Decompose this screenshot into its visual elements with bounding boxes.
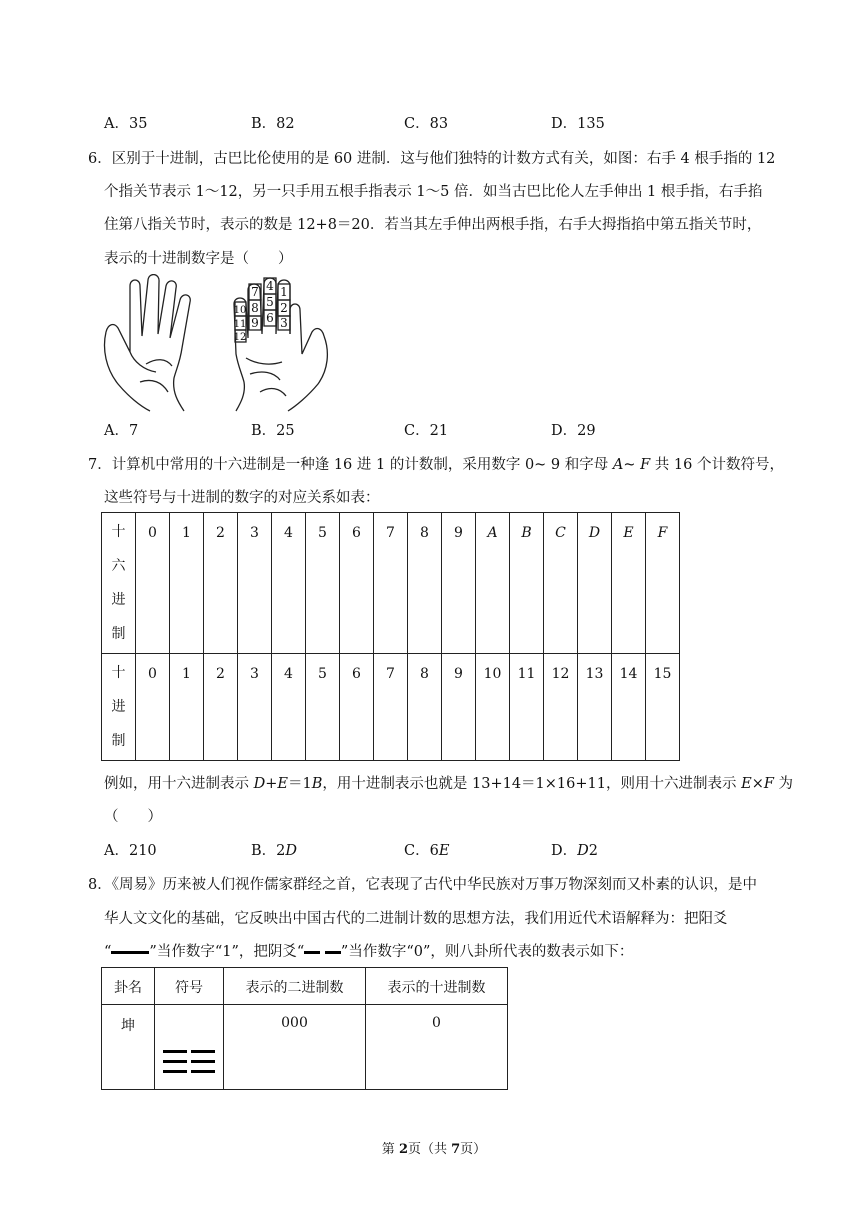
bagua-table xyxy=(101,967,508,1090)
joint-number: 12 xyxy=(233,332,247,343)
q5-option-b: B．82 xyxy=(251,116,295,132)
hex-cell: 8 xyxy=(408,513,442,654)
dec-cell: 8 xyxy=(408,654,442,761)
q6-line-1: 6．区别于十进制，古巴比伦使用的是 60 进制．这与他们独特的计数方式有关，如图：右手 4 根手指的 12 xyxy=(88,151,776,167)
dec-cell: 9 xyxy=(442,654,476,761)
q7-line-1: 7．计算机中常用的十六进制是一种逢 16 进 1 的计数制，采用数字 0~ 9 和字母 A~ F 共 16 个计数符号， xyxy=(88,457,784,473)
joint-number: 3 xyxy=(280,316,288,330)
gua-name: 坤 xyxy=(102,1005,155,1090)
q8-line-1: 8．《周易》历来被人们视作儒家群经之首，它表现了古代中华民族对万事万物深刻而又朴素的认识，是中 xyxy=(88,877,757,893)
header-decimal: 表示的十进制数 xyxy=(366,968,508,1005)
right-hand-thumb xyxy=(290,304,324,354)
dec-row-header: 十 进 制 xyxy=(102,654,136,761)
q7-option-a: A．210 xyxy=(104,843,157,859)
hex-cell: 7 xyxy=(374,513,408,654)
left-hand-outline-fingers xyxy=(106,275,190,411)
right-hand-palm-lines xyxy=(246,358,286,396)
q6-option-a: A．7 xyxy=(104,423,139,439)
joint-number: 1 xyxy=(280,285,288,299)
joint-number: 10 xyxy=(233,305,247,316)
joint-number: 6 xyxy=(266,311,274,325)
dec-cell: 5 xyxy=(306,654,340,761)
hex-cell: 5 xyxy=(306,513,340,654)
joint-number: 7 xyxy=(251,285,259,299)
hex-cell: B xyxy=(510,513,544,654)
dec-cell: 7 xyxy=(374,654,408,761)
hex-table xyxy=(101,512,680,761)
q7-example-line: 例如，用十六进制表示 D+E＝1B，用十进制表示也就是 13+14＝1×16+11，则用十六进制表示 E×F 为 xyxy=(104,776,794,792)
joint-number: 11 xyxy=(233,319,247,330)
joint-number: 9 xyxy=(251,316,259,330)
q8-line-2: 华人文文化的基础，它反映出中国古代的二进制计数的思想方法，我们用近代术语解释为：把阳爻 xyxy=(104,911,728,927)
q6-option-d: D．29 xyxy=(551,423,596,439)
hex-cell: 6 xyxy=(340,513,374,654)
joint-number: 8 xyxy=(251,301,259,315)
dec-cell: 12 xyxy=(544,654,578,761)
yin-line-icon xyxy=(325,951,341,954)
header-binary: 表示的二进制数 xyxy=(224,968,366,1005)
q7-option-d: D．D2 xyxy=(551,843,599,859)
q5-option-a: A．35 xyxy=(104,116,148,132)
q6-option-c: C．21 xyxy=(404,423,449,439)
q6-line-4: 表示的十进制数字是（ ） xyxy=(104,251,293,267)
hex-cell: A xyxy=(476,513,510,654)
dec-cell: 3 xyxy=(238,654,272,761)
dec-cell: 10 xyxy=(476,654,510,761)
joint-number: 2 xyxy=(280,301,288,315)
q5-option-c: C．83 xyxy=(404,116,449,132)
hex-cell: F xyxy=(646,513,680,654)
hex-cell: 9 xyxy=(442,513,476,654)
gua-symbol xyxy=(155,1005,224,1090)
q7-option-b: B．2D xyxy=(251,843,298,859)
hex-cell: 3 xyxy=(238,513,272,654)
q6-line-2: 个指关节表示 1～12，另一只手用五根手指表示 1～5 倍．如当古巴比伦人左手伸出 1 根手指，右手掐 xyxy=(104,184,763,200)
dec-cell: 13 xyxy=(578,654,612,761)
q8-line-3: “ ”当作数字“1”，把阴爻“ ”当作数字“0”，则八卦所代表的数表示如下： xyxy=(104,944,634,960)
bagua-row-kun xyxy=(102,1005,508,1090)
left-hand-palm-lines xyxy=(130,352,172,392)
hex-cell: 1 xyxy=(170,513,204,654)
kun-trigram-icon xyxy=(155,1005,223,1085)
dec-cell: 2 xyxy=(204,654,238,761)
hex-row-header: 十 六 进 制 xyxy=(102,513,136,654)
dec-row xyxy=(102,654,680,761)
yin-line-icon xyxy=(304,951,320,954)
hands-illustration xyxy=(100,274,335,412)
q7-line-2: 这些符号与十进制的数字的对应关系如表： xyxy=(104,490,380,506)
hex-cell: C xyxy=(544,513,578,654)
bagua-header-row xyxy=(102,968,508,1005)
dec-cell: 15 xyxy=(646,654,680,761)
q7-option-c: C．6E xyxy=(404,843,450,859)
hex-row xyxy=(102,513,680,654)
hex-cell: 2 xyxy=(204,513,238,654)
joint-number: 4 xyxy=(266,279,274,293)
hex-cell: 0 xyxy=(136,513,170,654)
dec-cell: 4 xyxy=(272,654,306,761)
gua-decimal: 0 xyxy=(366,1005,508,1090)
dec-cell: 14 xyxy=(612,654,646,761)
gua-binary: 000 xyxy=(224,1005,366,1090)
q6-line-3: 住第八指关节时，表示的数是 12+8＝20．若当其左手伸出两根手指，右手大拇指掐中第五指关节时， xyxy=(104,217,762,233)
dec-cell: 0 xyxy=(136,654,170,761)
hex-cell: E xyxy=(612,513,646,654)
header-gua-name: 卦名 xyxy=(102,968,155,1005)
left-hand-outline-left xyxy=(105,332,151,411)
header-symbol: 符号 xyxy=(155,968,224,1005)
hex-cell: 4 xyxy=(272,513,306,654)
dec-cell: 1 xyxy=(170,654,204,761)
yang-line-icon xyxy=(111,951,149,954)
q6-option-b: B．25 xyxy=(251,423,295,439)
right-hand-outline-right xyxy=(288,336,327,411)
q7-paren: （ ） xyxy=(104,809,162,825)
hex-cell: D xyxy=(578,513,612,654)
dec-cell: 6 xyxy=(340,654,374,761)
q5-option-d: D．135 xyxy=(551,116,605,132)
joint-number: 5 xyxy=(266,295,274,309)
page-footer: 第 2页（共 7页） xyxy=(381,1142,487,1157)
dec-cell: 11 xyxy=(510,654,544,761)
